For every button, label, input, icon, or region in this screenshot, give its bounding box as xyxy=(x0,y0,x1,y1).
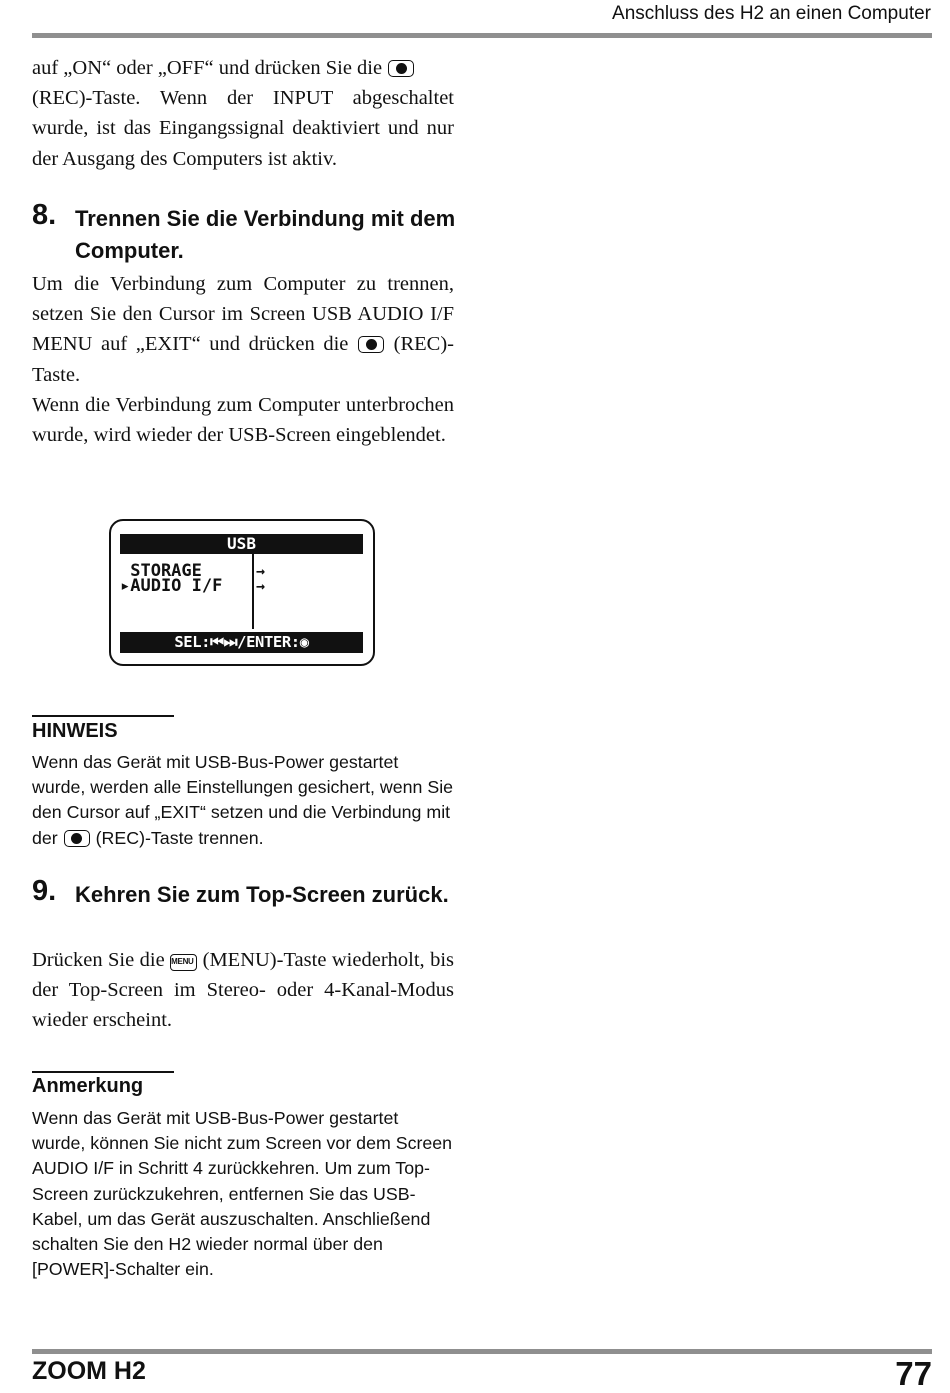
step-8-paragraph-2: Wenn die Verbindung zum Computer unterbrochen wurde, wird wieder der USB-Screen eingeblendet. xyxy=(32,393,454,447)
anmerkung-text: Wenn das Gerät mit USB-Bus-Power gestartet wurde, können Sie nicht zum Screen vor dem Screen AUDIO I/F in Schritt 4 zurückkehren. Um zum Top-Screen zurückzukehren, entfernen Sie das USB-Kabel, um das Gerät auszuschalten. Anschließend schalten Sie den H2 wieder normal über den [POWER]-Schalter ein. xyxy=(32,1108,453,1280)
step-9-body xyxy=(32,945,454,1036)
step-8-text-1: Um die Verbindung zum Computer zu trennen, setzen Sie den Cursor im Screen USB AUDIO I/F MENU auf „EXIT“ und drücken die xyxy=(32,273,454,356)
step-8-title: Trennen Sie die Verbindung mit dem Computer. xyxy=(75,206,456,263)
lcd-menu-storage: STORAGE xyxy=(120,561,202,581)
rec-button-icon xyxy=(388,60,414,77)
step-9-paragraph xyxy=(32,945,454,1036)
step-8-text-2: (REC)-Taste. xyxy=(32,333,455,386)
step-9-text-2: (MENU)-Taste wiederholt, bis der Top-Screen im Stereo- oder 4-Kanal-Modus wieder erscheint. xyxy=(32,949,455,1032)
step-8-heading xyxy=(32,199,462,266)
lcd-arrow-icon: → xyxy=(256,562,266,580)
lcd-title: USB xyxy=(120,534,363,554)
rec-button-icon xyxy=(64,830,90,847)
hinweis-text-1: Wenn das Gerät mit USB-Bus-Power gestartet wurde, werden alle Einstellungen gesichert, wenn Sie den Cursor auf „EXIT“ setzen und die Verbindung mit der xyxy=(32,752,454,848)
page-number: 77 xyxy=(895,1355,932,1392)
header-rule xyxy=(32,33,932,38)
page-header-title: Anschluss des H2 an einen Computer xyxy=(612,3,931,24)
hinweis-heading: HINWEIS xyxy=(32,720,118,742)
step-9-text-1: Drücken Sie die xyxy=(32,949,165,971)
hinweis-text xyxy=(32,750,454,851)
intro-text-2: (REC)-Taste. Wenn der INPUT abgeschaltet wurde, ist das Eingangssignal deaktiviert und nur der Ausgang des Computers ist aktiv. xyxy=(32,87,454,170)
step-8-number: 8. xyxy=(32,199,57,231)
intro-block xyxy=(32,53,454,174)
lcd-divider xyxy=(252,554,254,629)
anmerkung-heading: Anmerkung xyxy=(32,1075,144,1097)
hinweis-rule xyxy=(32,715,174,717)
step-9-heading xyxy=(32,875,462,911)
hinweis-body xyxy=(32,750,454,851)
step-8-body xyxy=(32,269,454,450)
step-9-number: 9. xyxy=(32,875,57,907)
footer-brand: ZOOM H2 xyxy=(32,1357,146,1385)
intro-text-1: auf „ON“ oder „OFF“ und drücken Sie die xyxy=(32,57,383,79)
step-8-paragraph-1 xyxy=(32,269,454,390)
step-9-title: Kehren Sie zum Top-Screen zurück. xyxy=(75,882,449,907)
anmerkung-rule xyxy=(32,1071,174,1073)
intro-paragraph xyxy=(32,53,454,174)
anmerkung-body xyxy=(32,1106,454,1282)
lcd-arrow-icon: → xyxy=(256,577,266,595)
footer-rule xyxy=(32,1349,932,1354)
hinweis-text-2: (REC)-Taste trennen. xyxy=(95,827,264,848)
menu-button-icon: MENU xyxy=(170,954,197,971)
rec-button-icon xyxy=(358,336,384,353)
lcd-screen xyxy=(109,519,375,666)
lcd-footer: SEL:⏮⏭/ENTER:◉ xyxy=(120,632,363,653)
lcd-menu-audio-if: ▸AUDIO I/F xyxy=(120,576,223,596)
